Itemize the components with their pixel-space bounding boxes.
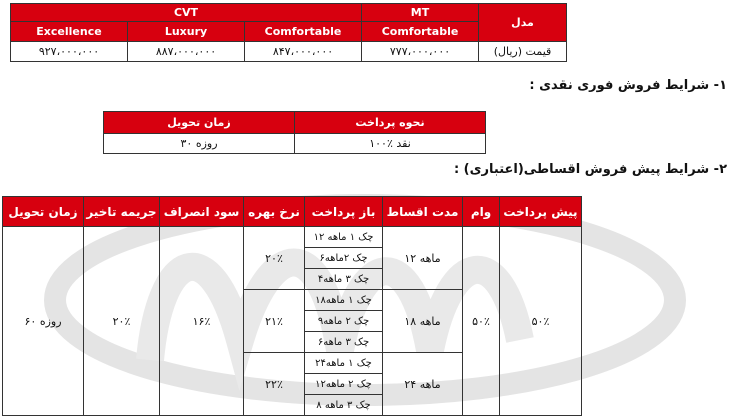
loan-value: ۵۰٪ [463, 227, 500, 416]
cash-delivery-value: ۳۰ روزه [104, 134, 295, 154]
header-repayment: باز پرداخت [305, 197, 383, 227]
header-down-payment: پیش پرداخت [500, 197, 582, 227]
model-label: مدل [479, 4, 567, 42]
header-cancel-profit: سود انصراف [160, 197, 244, 227]
delivery-value: ۶۰ روزه [3, 227, 84, 416]
repayment-row: ۱۲چک ۲ ماهه [305, 374, 383, 395]
column-cvt-comfortable: Comfortable [245, 22, 362, 42]
group-cvt: CVT [11, 4, 362, 22]
installment-table [2, 196, 582, 416]
repayment-row: ۶چک ۳ ماهه [305, 332, 383, 353]
header-loan: وام [463, 197, 500, 227]
column-mt-comfortable: Comfortable [362, 22, 479, 42]
header-installment-term: مدت اقساط [383, 197, 463, 227]
section2-title: ۲- شرایط پیش فروش اقساطی(اعتباری) : [453, 162, 727, 177]
cash-payment-value: ۱۰۰٪ نقد [295, 134, 486, 154]
cash-payment-header: نحوه پرداخت [295, 112, 486, 134]
price-mt-comfortable: ۷۷۷،۰۰۰،۰۰۰ [362, 42, 479, 62]
term-18: ۱۸ ماهه [383, 290, 463, 353]
repayment-row: ۶چک ۲ماهه [305, 248, 383, 269]
group-mt: MT [362, 4, 479, 22]
cash-delivery-header: زمان تحویل [104, 112, 295, 134]
cancel-profit-value: ۱۶٪ [160, 227, 244, 416]
price-table [10, 3, 567, 62]
repayment-row: ۲۴چک ۱ ماهه [305, 353, 383, 374]
column-luxury: Luxury [128, 22, 245, 42]
header-interest-rate: نرخ بهره [244, 197, 305, 227]
rate-12: ۲۰٪ [244, 227, 305, 290]
rate-18: ۲۱٪ [244, 290, 305, 353]
term-24: ۲۴ ماهه [383, 353, 463, 416]
repayment-row: ۴چک ۳ ماهه [305, 269, 383, 290]
section1-title: ۱- شرایط فروش فوری نقدی : [529, 78, 727, 93]
price-luxury: ۸۸۷،۰۰۰،۰۰۰ [128, 42, 245, 62]
header-delivery: زمان تحویل [3, 197, 84, 227]
down-payment-value: ۵۰٪ [500, 227, 582, 416]
price-cvt-comfortable: ۸۴۷،۰۰۰،۰۰۰ [245, 42, 362, 62]
repayment-row: ۹چک ۲ ماهه [305, 311, 383, 332]
repayment-row: ۱۸چک ۱ ماهه [305, 290, 383, 311]
price-excellence: ۹۲۷،۰۰۰،۰۰۰ [11, 42, 128, 62]
price-label: قیمت (ریال) [479, 42, 567, 62]
column-excellence: Excellence [11, 22, 128, 42]
rate-24: ۲۲٪ [244, 353, 305, 416]
repayment-row: ۸ چک ۳ ماهه [305, 395, 383, 416]
late-penalty-value: ۲۰٪ [84, 227, 160, 416]
header-late-penalty: جریمه تاخیر [84, 197, 160, 227]
term-12: ۱۲ ماهه [383, 227, 463, 290]
cash-sale-table [103, 111, 486, 154]
repayment-row: ۱۲ چک ۱ ماهه [305, 227, 383, 248]
